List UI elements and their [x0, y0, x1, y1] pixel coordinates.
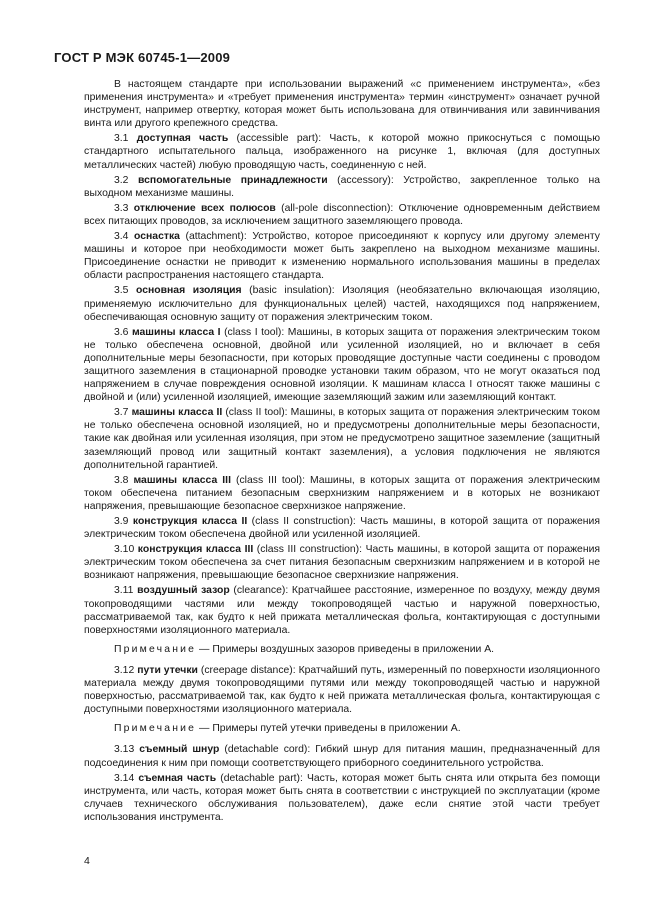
term-definition: (class II tool): Машины, в которых защита от поражения электрическим током не только обеспечена основной изоляцией, но и предусмотрены дополнительные меры безопасности, такие как двойная или усиленная изоляция, при этом не предусмотрено защитное заземление (защитный заземляющий провод или защитный контакт заземления), а условия подключения не являются дополнительной гарантией. [84, 407, 601, 471]
term-3-2 [84, 174, 600, 200]
term-3-7 [84, 406, 600, 471]
term-definition: (class III construction): Часть машины, в которой защита от поражения электрическим током обеспечена за счет питания безопасным сверхнизким напряжением и в которой не возникают напряжения, превышающие безопасное сверхнизкие напряжения. [84, 544, 601, 582]
note-text: — Примеры воздушных зазоров приведены в приложении А. [196, 643, 495, 655]
term-definition: (class III tool): Машины, в которых защита от поражения электрическим током обеспечена питанием безопасным сверхнизким напряжением и в которых не возникают напряжения, превышающие безопасное сверхнизкое напряжение. [84, 474, 600, 512]
term-number: 3.7 [114, 407, 129, 419]
term-number: 3.2 [114, 174, 129, 186]
term-definition: (class II construction): Часть машины, в которой защита от поражения электрическим током обеспечена двойной или усиленной изоляцией. [84, 516, 600, 541]
note-label: Примечание [114, 643, 197, 655]
term-number: 3.12 [114, 664, 135, 676]
term-definition: (creepage distance): Кратчайший путь, измеренный по поверхности изоляционного материала между двумя токопроводящими путями или между токопроводящей частью и наружной поверхностью, рассматриваемой так, как будто к ней прижата металлическая фольга, контактирующая с доступными поверхностями изоляционного материала. [84, 664, 601, 716]
term-3-1 [84, 132, 600, 171]
term-3-10 [84, 543, 600, 582]
term-3-14 [84, 772, 600, 824]
term-name: пути утечки [137, 664, 198, 676]
term-name: оснастка [134, 231, 180, 243]
term-definition: (accessory): Устройство, закрепленное только на выходном механизме машины. [84, 174, 600, 199]
document-body [84, 78, 600, 826]
term-3-8 [84, 474, 600, 513]
term-number: 3.9 [114, 516, 129, 527]
term-number: 3.14 [114, 772, 135, 784]
term-definition: (all-pole disconnection): Отключение одновременным действием всех питающих проводов, за исключением защитного заземляющего провода. [84, 202, 600, 227]
term-name: съемный шнур [139, 744, 220, 756]
term-name: съемная часть [138, 772, 217, 784]
page-number: 4 [84, 855, 90, 867]
term-definition: (basic insulation): Изоляция (необязательно включающая изоляцию, применяемую исключительно для функциональных целей) частей, находящихся под напряжением, обеспечивающая основную защиту от поражения электрическим током. [84, 285, 600, 323]
term-name: основная изоляция [136, 285, 242, 297]
term-number: 3.5 [114, 285, 129, 297]
term-number: 3.4 [114, 231, 129, 243]
term-3-5 [84, 284, 600, 323]
term-definition: (detachable cord): Гибкий шнур для питания машин, предназначенный для подсоединения к ним при помощи соответствующего приборного соединительного устройства. [84, 744, 600, 769]
note-clearance [84, 643, 600, 656]
term-number: 3.6 [114, 326, 129, 338]
term-3-13 [84, 743, 600, 769]
term-3-4 [84, 230, 600, 282]
term-number: 3.11 [114, 585, 134, 597]
term-definition: (attachment): Устройство, которое присоединяют к корпусу или другому элементу машины и которое при необходимости может быть закреплено на выходном механизме машины. Присоединение оснастки не приводит к изменению нормального использования машины в пределах области распространения настоящего стандарта. [84, 231, 600, 282]
term-definition: (detachable part): Часть, которая может быть снята или открыта без помощи инструмента, или часть, которая может быть снята в соответствии с инструкцией по эксплуатации (кроме случаев технического обслуживания пользователем), даже если снятие этой части требует использования инструмента. [84, 772, 600, 823]
term-name: воздушный зазор [137, 585, 230, 597]
term-definition: (accessible part): Часть, к которой можно прикоснуться с помощью стандартного испытательного пальца, изображенного на рисунке 1, включая (для доступных металлических частей) любую проводящую часть, соединенную с ней. [84, 133, 601, 171]
term-name: доступная часть [136, 133, 229, 145]
note-creepage [84, 722, 600, 735]
term-name: конструкция класса II [132, 516, 248, 527]
term-name: машины класса I [131, 326, 221, 338]
term-number: 3.1 [114, 133, 129, 145]
document-header: ГОСТ Р МЭК 60745-1—2009 [54, 50, 231, 65]
term-3-12 [84, 664, 600, 716]
term-number: 3.10 [114, 544, 135, 556]
term-definition: (class I tool): Машины, в которых защита от поражения электрическим током не только обеспечена основной, двойной или усиленной изоляцией, но и включает в себя дополнительные меры безопасности, при которых проводящие доступные части соединены с проводом защитного заземления в стационарной проводке установки таким образом, что не могут оказаться под напряжением в случае повреждения основной изоляции. К машинам класса I относят также машины с двойной и (или) усиленной изоляцией, имеющие заземляющий зажим или заземляющий контакт. [84, 326, 600, 404]
term-name: отключение всех полюсов [133, 202, 276, 214]
term-name: машины класса III [133, 474, 231, 486]
term-definition: (clearance): Кратчайшее расстояние, измеренное по воздуху, между двумя токопроводящими частями или между токопроводящей частью и наружной поверхностью, рассматриваемой так, как будто к ней прижата металлическая фольга, контактирующая с доступными поверхностями изоляционного материала. [84, 585, 601, 636]
term-3-11 [84, 584, 600, 636]
term-name: машины класса II [131, 407, 223, 419]
note-text: — Примеры путей утечки приведены в приложении А. [196, 723, 461, 735]
term-3-9 [84, 515, 600, 541]
term-name: конструкция класса III [137, 544, 254, 556]
term-number: 3.8 [114, 474, 129, 486]
term-number: 3.3 [114, 202, 129, 214]
term-name: вспомогательные принадлежности [138, 174, 328, 186]
intro-paragraph: В настоящем стандарте при использовании выражений «с применением инструмента», «без применения инструмента» и «требует применения инструмента» термин «инструмент» означает ручной инструмент, например отвертку, которая может быть использована для отвинчивания или завинчивания винта или другого крепежного средства. [84, 79, 600, 130]
term-3-6 [84, 326, 600, 405]
note-label: Примечание [114, 723, 197, 735]
term-number: 3.13 [114, 744, 135, 756]
term-3-3 [84, 202, 600, 228]
